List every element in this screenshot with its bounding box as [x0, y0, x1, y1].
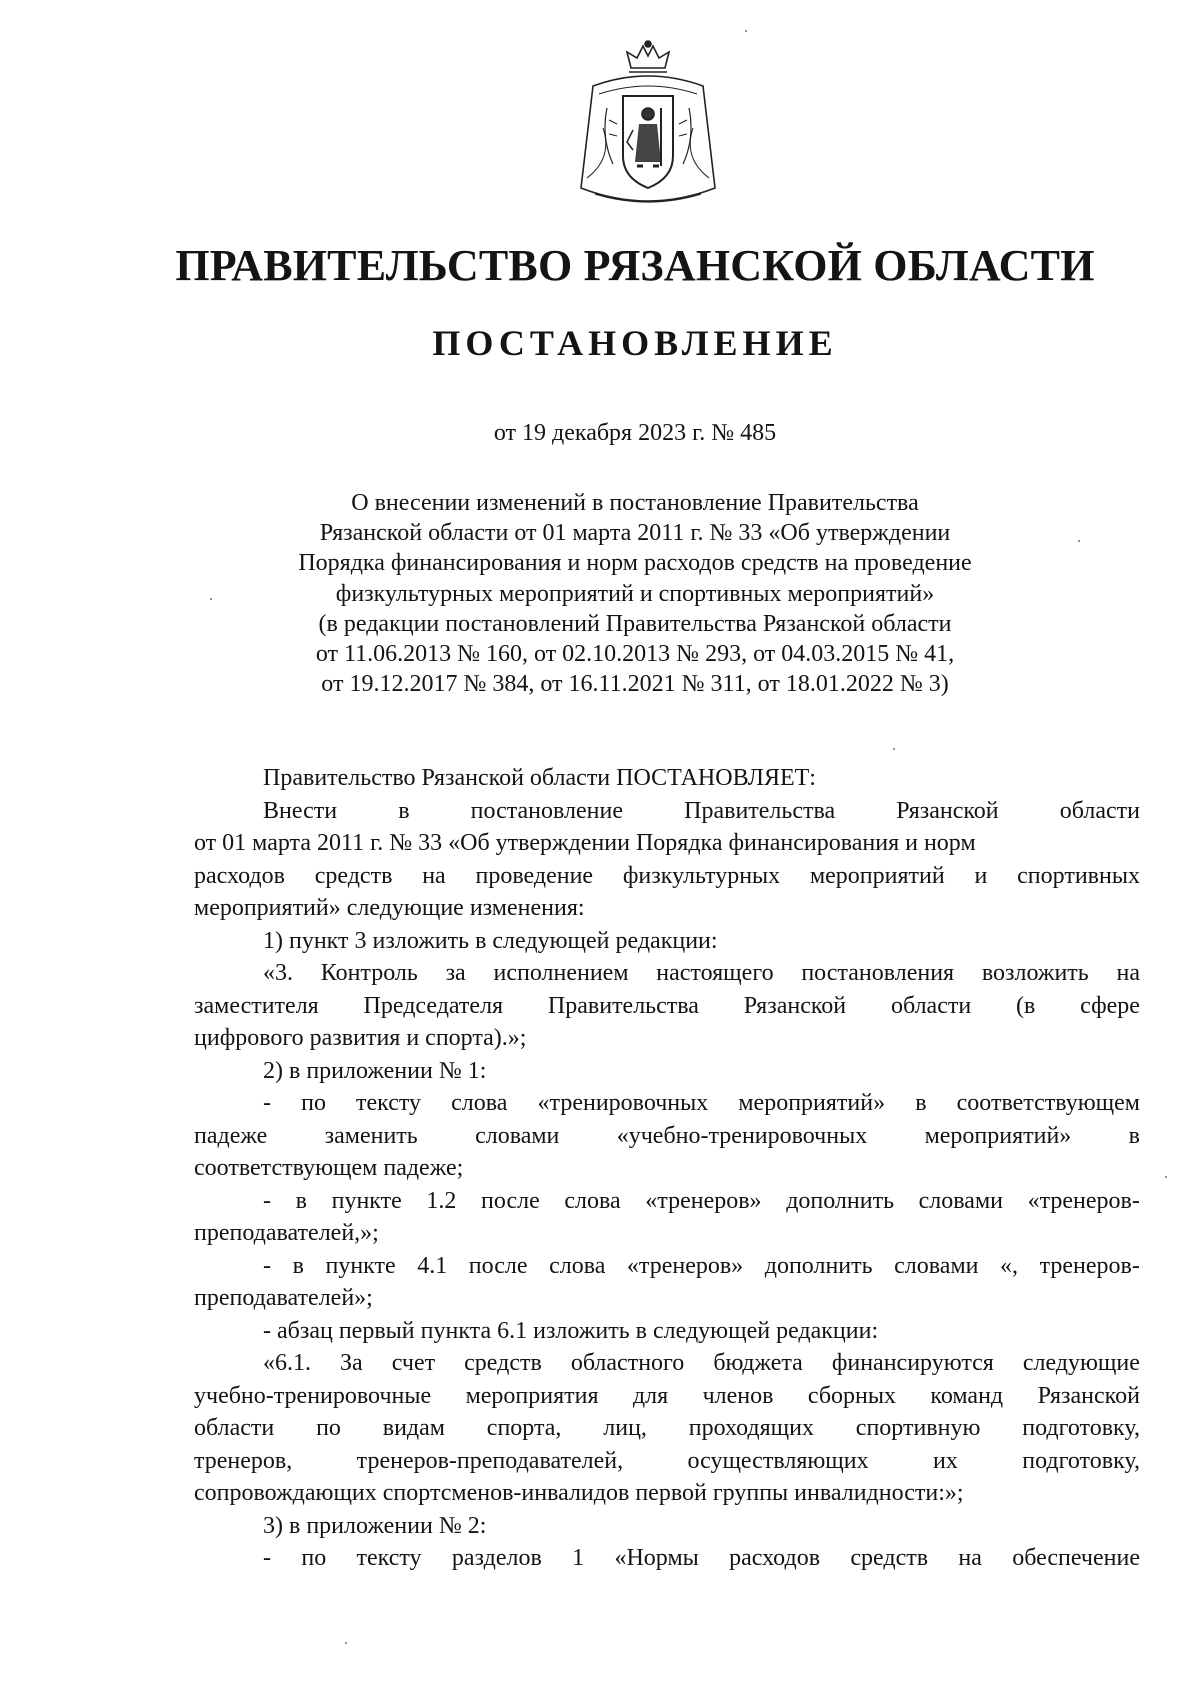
word: их [933, 1447, 958, 1474]
document-body [194, 762, 1140, 1575]
word: средств [850, 1545, 929, 1571]
word: За [340, 1350, 363, 1376]
word: тренеров, [194, 1447, 293, 1474]
word: (в [1016, 992, 1036, 1019]
coat-of-arms-emblem [573, 38, 723, 218]
subject-line: от 19.12.2017 № 384, от 16.11.2021 № 311, от 18.01.2022 № 3) [321, 671, 949, 698]
word: «6.1. [263, 1350, 311, 1376]
word: «тренеров» [626, 1252, 744, 1279]
body-line: соответствующем падеже; [194, 1155, 464, 1181]
justified-line [194, 990, 1140, 1023]
body-line: мероприятий» следующие изменения: [194, 895, 585, 921]
word: пункте [325, 1252, 396, 1279]
word: в [295, 1187, 307, 1214]
justified-line [194, 860, 1140, 893]
word: учебно-тренировочные [194, 1382, 432, 1409]
word: после [468, 1252, 528, 1279]
subject-line: (в редакции постановлений Правительства Рязанской области [318, 610, 952, 637]
justified-line [194, 1445, 1140, 1478]
justified-line [194, 1250, 1140, 1283]
word: проведение [475, 862, 594, 889]
word: спорта, [486, 1415, 562, 1441]
body-line: цифрового развития и спорта).»; [194, 1025, 527, 1051]
word: мероприятий [809, 862, 945, 889]
word: по [316, 1415, 341, 1441]
word: Рязанской [743, 992, 847, 1019]
scan-speck [745, 30, 747, 32]
word: на [422, 862, 446, 889]
word: в [1128, 1122, 1140, 1149]
list-item-2: 2) в приложении № 1: [263, 1057, 487, 1084]
word: в [915, 1090, 927, 1116]
word: «тренировочных [537, 1090, 709, 1116]
word: и [974, 862, 988, 889]
word: 1.2 [426, 1187, 457, 1214]
list-item-1: 1) пункт 3 изложить в следующей редакции: [263, 927, 718, 954]
scan-speck [893, 748, 895, 750]
word: на [958, 1545, 982, 1571]
word: области [890, 992, 972, 1019]
word: для [632, 1382, 669, 1409]
word: заменить [324, 1122, 418, 1149]
word: бюджета [713, 1350, 803, 1376]
word: области [194, 1415, 275, 1441]
word: заместителя [194, 992, 319, 1019]
word: «учебно-тренировочных [616, 1122, 868, 1149]
word: проходящих [688, 1415, 814, 1441]
body-line: - абзац первый пункта 6.1 изложить в следующей редакции: [263, 1317, 879, 1344]
justified-line [194, 795, 1140, 828]
word: 1 [572, 1545, 585, 1571]
word: осуществляющих [687, 1447, 869, 1474]
word: средств [314, 862, 393, 889]
word: подготовку, [1022, 1447, 1140, 1474]
word: спортивную [855, 1415, 981, 1441]
resolution-intro: Правительство Рязанской области ПОСТАНОВЛЯЕТ: [263, 765, 816, 791]
word: дополнить [786, 1187, 895, 1214]
word: Рязанской [1037, 1382, 1140, 1409]
body-line: от 01 марта 2011 г. № 33 «Об утверждении Порядка финансирования и норм [194, 830, 976, 856]
word: обеспечение [1012, 1545, 1140, 1571]
word: словами [475, 1122, 560, 1149]
word: мероприятий» [924, 1122, 1072, 1149]
word: настоящего [656, 960, 774, 986]
word: областного [570, 1350, 685, 1376]
word: тренеров- [1039, 1252, 1140, 1279]
subject-line: Рязанской области от 01 марта 2011 г. № 33 «Об утверждении [319, 520, 951, 547]
word: пункте [331, 1187, 402, 1214]
word: сборных [807, 1382, 896, 1409]
word: слова [549, 1252, 606, 1279]
document-subject [200, 488, 1070, 699]
word: Контроль [320, 960, 418, 986]
document-type: ПОСТАНОВЛЕНИЕ [432, 323, 838, 363]
scan-speck [1165, 1176, 1167, 1178]
word: следующие [1022, 1350, 1140, 1376]
word: средств [464, 1350, 542, 1376]
word: дополнить [764, 1252, 873, 1279]
word: слова [451, 1090, 508, 1116]
word: в [292, 1252, 304, 1279]
word: словами [918, 1187, 1003, 1214]
justified-line [194, 1120, 1140, 1153]
subject-line: Порядка финансирования и норм расходов средств на проведение [298, 550, 972, 577]
subject-line: физкультурных мероприятий и спортивных мероприятий» [335, 580, 935, 607]
body-line: преподавателей»; [194, 1285, 373, 1311]
word: по [301, 1090, 326, 1116]
word: в [398, 797, 410, 824]
word: постановление [470, 797, 624, 824]
word: мероприятий» [738, 1090, 886, 1116]
word: Правительства [547, 992, 699, 1019]
word: соответствующем [956, 1090, 1140, 1116]
word: словами [894, 1252, 979, 1279]
word: постановления [801, 960, 955, 986]
scan-speck [345, 1642, 347, 1644]
justified-line [194, 1087, 1140, 1120]
word: после [481, 1187, 540, 1214]
justified-line [194, 957, 1140, 990]
word: «Нормы [614, 1545, 699, 1571]
word: финансируются [831, 1350, 994, 1376]
subject-line: от 11.06.2013 № 160, от 02.10.2013 № 293, от 04.03.2015 № 41, [315, 641, 955, 668]
word: области [1059, 797, 1140, 824]
word: - [263, 1187, 271, 1214]
word: расходов [729, 1545, 821, 1571]
word: видам [382, 1415, 445, 1441]
body-line: преподавателей,»; [194, 1220, 379, 1246]
subject-line: О внесении изменений в постановление Правительства [351, 490, 919, 516]
word: - [263, 1545, 271, 1571]
word: разделов [451, 1545, 542, 1571]
word: исполнением [493, 960, 629, 986]
word: «, [1000, 1252, 1019, 1279]
word: слова [564, 1187, 621, 1214]
word: счет [391, 1350, 436, 1376]
list-item-3: 3) в приложении № 2: [263, 1512, 487, 1539]
word: «тренеров- [1027, 1187, 1140, 1214]
word: спортивных [1017, 862, 1140, 889]
word: сфере [1080, 992, 1140, 1019]
word: мероприятия [465, 1382, 599, 1409]
justified-line [194, 1347, 1140, 1380]
word: Рязанской [896, 797, 999, 824]
word: - [263, 1090, 271, 1116]
scan-speck [210, 598, 212, 600]
word: подготовку, [1022, 1415, 1140, 1441]
word: - [263, 1252, 271, 1279]
word: тексту [356, 1090, 422, 1116]
word: Правительства [684, 797, 836, 824]
word: лиц, [603, 1415, 647, 1441]
government-title: ПРАВИТЕЛЬСТВО РЯЗАНСКОЙ ОБЛАСТИ [175, 241, 1095, 290]
word: 4.1 [417, 1252, 448, 1279]
word: расходов [194, 862, 285, 889]
justified-line [194, 1542, 1140, 1575]
word: тексту [356, 1545, 422, 1571]
word: по [301, 1545, 327, 1571]
word: «3. [263, 960, 293, 986]
word: Внести [263, 797, 338, 824]
word: за [445, 960, 466, 986]
scan-speck [1078, 540, 1080, 542]
justified-line [194, 1412, 1140, 1445]
body-line: сопровождающих спортсменов-инвалидов первой группы инвалидности:»; [194, 1480, 964, 1506]
word: возложить [981, 960, 1089, 986]
word: физкультурных [622, 862, 781, 889]
justified-line [194, 1185, 1140, 1218]
word: падеже [194, 1122, 268, 1149]
word: «тренеров» [645, 1187, 762, 1214]
word: Председателя [363, 992, 504, 1019]
word: тренеров-преподавателей, [356, 1447, 624, 1474]
word: команд [930, 1382, 1004, 1409]
document-date-number: от 19 декабря 2023 г. № 485 [493, 420, 777, 446]
word: на [1116, 960, 1140, 986]
justified-line [194, 1380, 1140, 1413]
word: членов [702, 1382, 774, 1409]
